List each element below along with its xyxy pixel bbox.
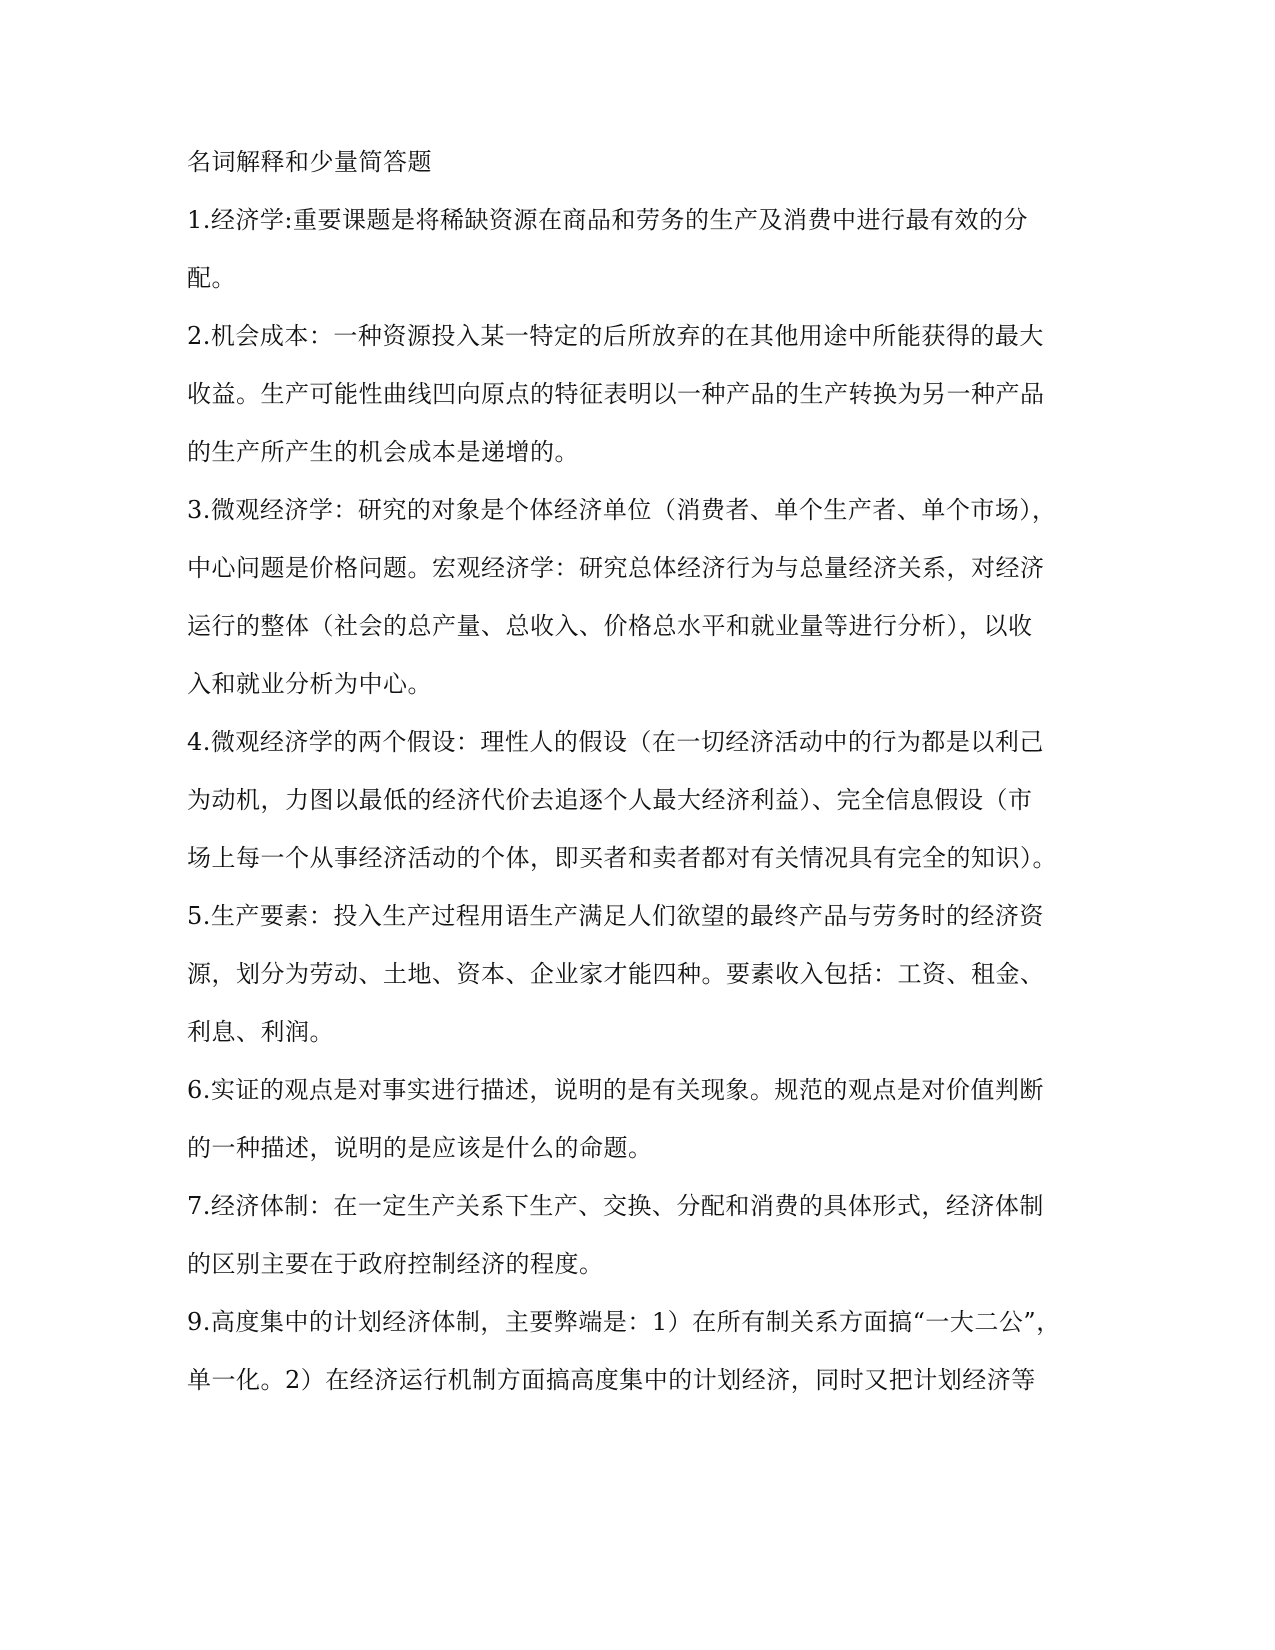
document-title: 名词解释和少量简答题	[187, 148, 432, 176]
text-line: 7.经济体制：在一定生产关系下生产、交换、分配和消费的具体形式，经济体制	[187, 1192, 1044, 1220]
text-line: 6.实证的观点是对事实进行描述，说明的是有关现象。规范的观点是对价值判断	[187, 1076, 1044, 1104]
text-line: 1.经济学:重要课题是将稀缺资源在商品和劳务的生产及消费中进行最有效的分	[187, 206, 1028, 234]
text-line: 的生产所产生的机会成本是递增的。	[187, 438, 579, 466]
text-line: 的一种描述，说明的是应该是什么的命题。	[187, 1134, 653, 1162]
text-line: 3.微观经济学：研究的对象是个体经济单位（消费者、单个生产者、单个市场），	[187, 496, 1057, 524]
text-line: 源，划分为劳动、土地、资本、企业家才能四种。要素收入包括：工资、租金、	[187, 960, 1045, 988]
text-line: 为动机，力图以最低的经济代价去追逐个人最大经济利益）、完全信息假设（市	[187, 786, 1033, 814]
text-line: 配。	[187, 264, 236, 292]
text-line: 利息、利润。	[187, 1018, 334, 1046]
text-line: 2.机会成本：一种资源投入某一特定的后所放弃的在其他用途中所能获得的最大	[187, 322, 1044, 350]
text-line: 9.高度集中的计划经济体制，主要弊端是：1）在所有制关系方面搞“一大二公”，	[187, 1308, 1061, 1336]
text-line: 5.生产要素：投入生产过程用语生产满足人们欲望的最终产品与劳务时的经济资	[187, 902, 1044, 930]
text-line: 场上每一个从事经济活动的个体，即买者和卖者都对有关情况具有完全的知识）。	[187, 844, 1057, 872]
text-line: 4.微观经济学的两个假设：理性人的假设（在一切经济活动中的行为都是以利己	[187, 728, 1044, 756]
text-line: 的区别主要在于政府控制经济的程度。	[187, 1250, 604, 1278]
text-line: 中心问题是价格问题。宏观经济学：研究总体经济行为与总量经济关系，对经济	[187, 554, 1045, 582]
text-line: 收益。生产可能性曲线凹向原点的特征表明以一种产品的生产转换为另一种产品	[187, 380, 1045, 408]
text-line: 单一化。2）在经济运行机制方面搞高度集中的计划经济，同时又把计划经济等	[187, 1366, 1036, 1394]
text-line: 运行的整体（社会的总产量、总收入、价格总水平和就业量等进行分析），以收	[187, 612, 1033, 640]
text-line: 入和就业分析为中心。	[187, 670, 432, 698]
